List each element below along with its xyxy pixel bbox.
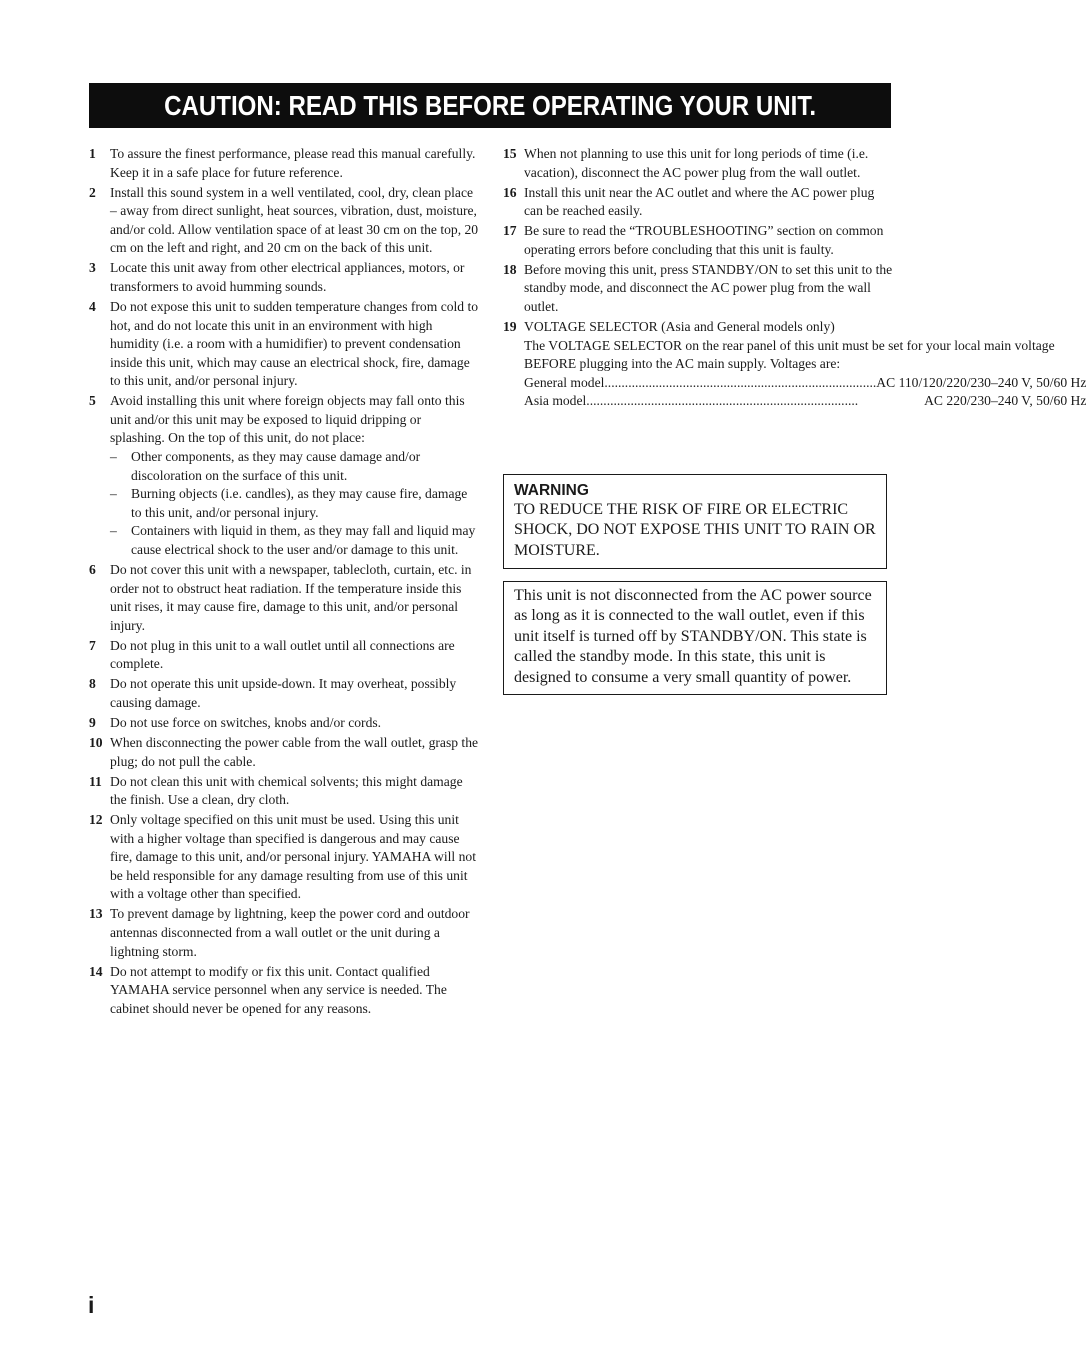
item-text: Before moving this unit, press STANDBY/ON to set this unit to the standby mode, and disconnect the AC power plug from the wall outlet. (524, 261, 893, 314)
item-number: 2 (89, 184, 96, 200)
item-number: 9 (89, 714, 96, 730)
sub-item (110, 448, 479, 485)
item-number: 7 (89, 637, 96, 653)
left-column (89, 145, 479, 1020)
sub-item-text: Containers with liquid in them, as they may fall and liquid may cause electrical shock to the user and/or damage to this unit. (131, 523, 476, 558)
banner-title: CAUTION: READ THIS BEFORE OPERATING YOUR UNIT. (164, 89, 816, 121)
item-number: 15 (503, 146, 517, 161)
list-item-7 (89, 637, 479, 674)
item-number: 10 (89, 734, 103, 750)
voltage-row-asia (524, 392, 1086, 411)
sub-item-text: Other components, as they may cause damage and/or discoloration on the surface of this unit. (131, 449, 421, 483)
caution-banner (89, 83, 891, 128)
page-number: i (88, 1292, 95, 1318)
list-item-4 (89, 298, 479, 391)
voltage-model: Asia model (524, 393, 587, 409)
item-number: 18 (503, 261, 517, 277)
dash-bullet: – (110, 523, 117, 539)
list-item-19 (503, 318, 1086, 411)
sub-item-text: Burning objects (i.e. candles), as they may cause fire, damage to this unit, and/or personal injury. (131, 486, 468, 520)
list-item-17 (503, 222, 895, 259)
list-item-15 (503, 145, 895, 182)
list-item-1 (89, 145, 479, 182)
sub-item (110, 522, 479, 559)
list-item-6 (89, 561, 479, 635)
list-item-12 (89, 811, 479, 904)
leader-dots (604, 374, 876, 393)
item-text: Do not cover this unit with a newspaper, tablecloth, curtain, etc. in order not to obstruct heat radiation. If the temperature inside this unit rises, it may cause fire, damage to this unit, and/or personal injury. (110, 562, 472, 633)
list-item-16 (503, 184, 895, 221)
list-item-3 (89, 259, 479, 296)
voltage-model: General model (524, 374, 605, 390)
item-number: 1 (89, 146, 96, 161)
right-column (503, 145, 1086, 412)
list-item-14 (89, 963, 479, 1019)
dash-bullet: – (110, 449, 117, 465)
item-number: 13 (89, 906, 103, 922)
list-item-5 (89, 392, 479, 559)
item-text: Install this unit near the AC outlet and where the AC power plug can be reached easily. (524, 184, 875, 219)
sub-item (110, 485, 479, 522)
warning-text: TO REDUCE THE RISK OF FIRE OR ELECTRIC SHOCK, DO NOT EXPOSE THIS UNIT TO RAIN OR MOISTURE. (514, 501, 876, 559)
dash-bullet: – (110, 486, 117, 502)
item-number: 17 (503, 223, 517, 239)
standby-note-text: This unit is not disconnected from the AC power source as long as it is connected to the wall outlet, even if this unit itself is turned off by STANDBY/ON. This state is called the standby mode. In this state, this unit is designed to consume a very small quantity of power. (514, 587, 872, 686)
standby-note-box (503, 581, 887, 695)
list-item-11 (89, 773, 479, 810)
item-text: Avoid installing this unit where foreign objects may fall onto this unit and/or this unit may be exposed to liquid dripping or splashing. On the top of this unit, do not place: (110, 393, 465, 446)
item-number: 6 (89, 562, 96, 578)
list-item-8 (89, 675, 479, 712)
voltage-value: AC 220/230–240 V, 50/60 Hz (924, 393, 1086, 409)
item-text: Do not attempt to modify or fix this unit. Contact qualified YAMAHA service personnel when any service is needed. The cabinet should never be opened for any reasons. (110, 963, 447, 1016)
list-item-9 (89, 714, 479, 733)
item-text: When disconnecting the power cable from the wall outlet, grasp the plug; do not pull the cable. (110, 734, 479, 769)
warning-box (503, 474, 887, 569)
voltage-selector-text: The VOLTAGE SELECTOR on the rear panel of this unit must be set for your local main voltage BEFORE plugging into the AC main supply. Voltages are: (524, 337, 1055, 372)
item-text: To assure the finest performance, please read this manual carefully. Keep it in a safe place for future reference. (110, 146, 476, 180)
voltage-selector-title: VOLTAGE SELECTOR (Asia and General models only) (524, 318, 835, 334)
item-number: 4 (89, 298, 96, 314)
list-item-13 (89, 905, 479, 961)
item-text: When not planning to use this unit for long periods of time (i.e. vacation), disconnect the AC power plug from the wall outlet. (524, 146, 869, 180)
item-text: Install this sound system in a well ventilated, cool, dry, clean place – away from direct sunlight, heat sources, vibration, dust, moisture, and/or cold. Allow ventilation space of at least 30 cm on the top, 20 cm on the left and right, and 20 cm on the back of this unit. (110, 184, 479, 256)
item-text: Do not use force on switches, knobs and/or cords. (110, 714, 382, 730)
item-number: 5 (89, 393, 96, 409)
list-item-10 (89, 734, 479, 771)
list-item-18 (503, 261, 895, 317)
item-number: 11 (89, 773, 102, 789)
item-text: To prevent damage by lightning, keep the power cord and outdoor antennas disconnected from a wall outlet or the unit during a lightning storm. (110, 906, 470, 959)
item-number: 3 (89, 260, 96, 276)
warning-title: WARNING (514, 482, 589, 499)
leader-dots (586, 392, 924, 411)
item-text: Do not expose this unit to sudden temperature changes from cold to hot, and do not locate this unit in an environment with high humidity (i.e. a room with a humidifier) to prevent condensation inside this unit, which may cause an electrical shock, fire, damage to this unit, and/or personal injury. (110, 298, 479, 389)
item-number: 8 (89, 676, 96, 692)
item-text: Locate this unit away from other electrical appliances, motors, or transformers to avoid humming sounds. (110, 260, 465, 294)
item-number: 19 (503, 318, 517, 334)
item-text: Only voltage specified on this unit must be used. Using this unit with a higher voltage than specified is dangerous and may cause fire, damage to this unit, and/or personal injury. YAMAHA will not be held responsible for any damage resulting from use of this unit with a voltage other than specified. (110, 812, 476, 902)
list-item-2 (89, 184, 479, 258)
item-text: Do not operate this unit upside-down. It may overheat, possibly causing damage. (110, 676, 457, 710)
item-number: 14 (89, 963, 103, 979)
item-text: Do not plug in this unit to a wall outlet until all connections are complete. (110, 637, 455, 672)
voltage-row-general (524, 374, 1086, 393)
voltage-value: AC 110/120/220/230–240 V, 50/60 Hz (876, 374, 1086, 390)
item-number: 12 (89, 812, 103, 828)
item-number: 16 (503, 184, 517, 200)
item-text: Be sure to read the “TROUBLESHOOTING” section on common operating errors before concluding that this unit is faulty. (524, 223, 884, 257)
item-text: Do not clean this unit with chemical solvents; this might damage the finish. Use a clean, dry cloth. (110, 773, 463, 808)
